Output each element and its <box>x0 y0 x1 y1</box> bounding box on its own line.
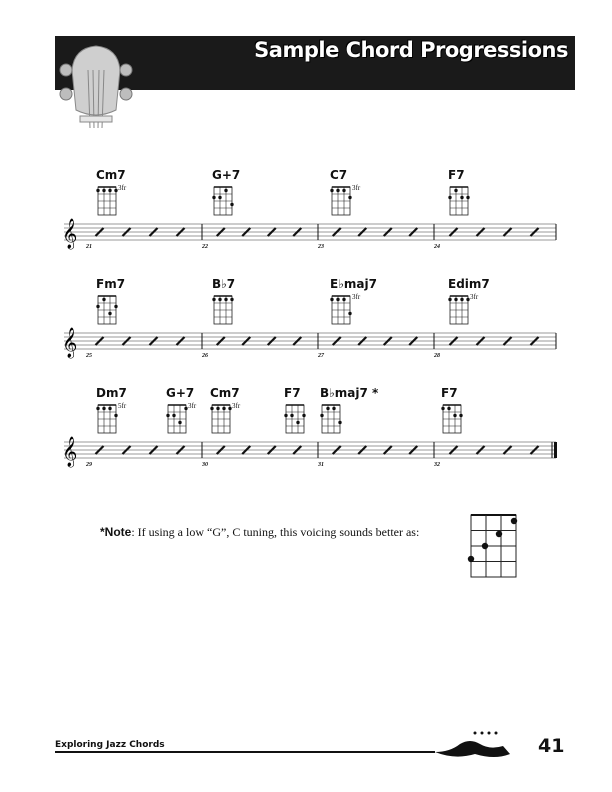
tuning-note <box>100 525 419 540</box>
footer-title: Exploring Jazz Chords <box>55 740 165 750</box>
finger-dot <box>96 407 99 410</box>
finger-dot <box>448 196 451 199</box>
finger-dot <box>172 414 175 417</box>
finger-dot <box>114 414 117 417</box>
fret-position-label: 3fr <box>232 402 241 410</box>
finger-dot <box>454 298 457 301</box>
finger-dot <box>448 298 451 301</box>
chord-name: Fm7 <box>96 277 126 291</box>
finger-dot <box>230 298 233 301</box>
finger-dot <box>342 189 345 192</box>
finger-dot <box>447 407 450 410</box>
finger-dot <box>342 298 345 301</box>
finger-dot <box>454 189 457 192</box>
chord-name: F7 <box>284 386 301 400</box>
chord-name: B♭maj7 * <box>320 386 379 400</box>
alternate-voicing-diagram <box>466 512 522 580</box>
chord-diagram <box>330 294 370 328</box>
fret-position-label: 5fr <box>118 402 127 410</box>
measure-number: 22 <box>202 244 208 250</box>
finger-dot <box>230 203 233 206</box>
finger-dot <box>336 298 339 301</box>
treble-clef-icon: 𝄞 <box>62 328 78 358</box>
finger-dot <box>466 196 469 199</box>
chord-diagram <box>448 185 488 219</box>
measure-number: 24 <box>434 244 440 250</box>
finger-dot <box>441 407 444 410</box>
finger-dot <box>468 556 474 562</box>
chord-name: G+7 <box>166 386 195 400</box>
treble-clef-icon: 𝄞 <box>62 437 78 467</box>
note-text: : If using a low “G”, C tuning, this voicing sounds better as: <box>131 525 420 539</box>
chord-name: E♭maj7 <box>330 277 377 291</box>
chord-name: Cm7 <box>96 168 126 182</box>
finger-dot <box>336 189 339 192</box>
fret-position-label: 3fr <box>352 293 361 301</box>
finger-dot <box>302 414 305 417</box>
finger-dot <box>166 414 169 417</box>
finger-dot <box>224 189 227 192</box>
measure-number: 23 <box>318 244 324 250</box>
chord-diagram <box>96 185 136 219</box>
chord-diagram <box>96 294 136 328</box>
measure-number: 32 <box>434 462 440 468</box>
chord-name: B♭7 <box>212 277 236 291</box>
chord-name: Edim7 <box>448 277 490 291</box>
finger-dot <box>459 414 462 417</box>
treble-clef-icon: 𝄞 <box>62 219 78 249</box>
fret-position-label: 3fr <box>118 184 127 192</box>
final-barline <box>554 442 557 458</box>
measure-number: 29 <box>86 462 92 468</box>
chord-diagram <box>212 294 252 328</box>
finger-dot <box>330 298 333 301</box>
note-label: *Note <box>100 525 132 539</box>
staff <box>0 434 612 474</box>
finger-dot <box>210 407 213 410</box>
finger-dot <box>224 298 227 301</box>
page-number: 41 <box>538 735 565 757</box>
finger-dot <box>114 305 117 308</box>
finger-dot <box>108 407 111 410</box>
finger-dot <box>460 196 463 199</box>
finger-dot <box>108 189 111 192</box>
finger-dot <box>320 414 323 417</box>
chord-diagram <box>212 185 252 219</box>
measure-number: 31 <box>318 462 324 468</box>
fret-position-label: 3fr <box>352 184 361 192</box>
finger-dot <box>460 298 463 301</box>
measure-number: 25 <box>86 353 92 359</box>
measure-number: 26 <box>202 353 208 359</box>
chord-name: Dm7 <box>96 386 127 400</box>
measure-number: 21 <box>86 244 92 250</box>
ukulele-headstock-icon <box>60 40 132 128</box>
chord-name: Cm7 <box>210 386 240 400</box>
finger-dot <box>348 312 351 315</box>
finger-dot <box>222 407 225 410</box>
footer-guitar-line <box>55 730 525 760</box>
finger-dot <box>108 312 111 315</box>
chord-diagram <box>441 403 481 437</box>
finger-dot <box>102 407 105 410</box>
chord-diagram <box>96 403 136 437</box>
chord-diagram <box>320 403 360 437</box>
chord-diagram <box>284 403 324 437</box>
finger-dot <box>330 189 333 192</box>
chord-diagram <box>210 403 250 437</box>
chord-name: C7 <box>330 168 348 182</box>
fret-position-label: 3fr <box>470 293 479 301</box>
finger-dot <box>178 421 181 424</box>
chord-name: F7 <box>441 386 458 400</box>
finger-dot <box>212 196 215 199</box>
finger-dot <box>102 189 105 192</box>
finger-dot <box>96 189 99 192</box>
measure-number: 28 <box>434 353 440 359</box>
measure-number: 27 <box>318 353 324 359</box>
measure-number: 30 <box>202 462 208 468</box>
staff <box>0 216 612 256</box>
finger-dot <box>326 407 329 410</box>
finger-dot <box>511 518 517 524</box>
fret-position-label: 3fr <box>188 402 197 410</box>
finger-dot <box>102 298 105 301</box>
finger-dot <box>96 305 99 308</box>
chord-diagram <box>330 185 370 219</box>
chord-diagram <box>448 294 488 328</box>
finger-dot <box>338 421 341 424</box>
finger-dot <box>212 298 215 301</box>
finger-dot <box>218 196 221 199</box>
chord-diagram <box>166 403 206 437</box>
chord-name: F7 <box>448 168 465 182</box>
finger-dot <box>284 414 287 417</box>
chord-name: G+7 <box>212 168 241 182</box>
finger-dot <box>332 407 335 410</box>
finger-dot <box>290 414 293 417</box>
finger-dot <box>496 531 502 537</box>
staff <box>0 325 612 365</box>
finger-dot <box>218 298 221 301</box>
finger-dot <box>482 543 488 549</box>
finger-dot <box>296 421 299 424</box>
page-title: Sample Chord Progressions <box>254 38 568 62</box>
finger-dot <box>453 414 456 417</box>
finger-dot <box>216 407 219 410</box>
finger-dot <box>348 196 351 199</box>
